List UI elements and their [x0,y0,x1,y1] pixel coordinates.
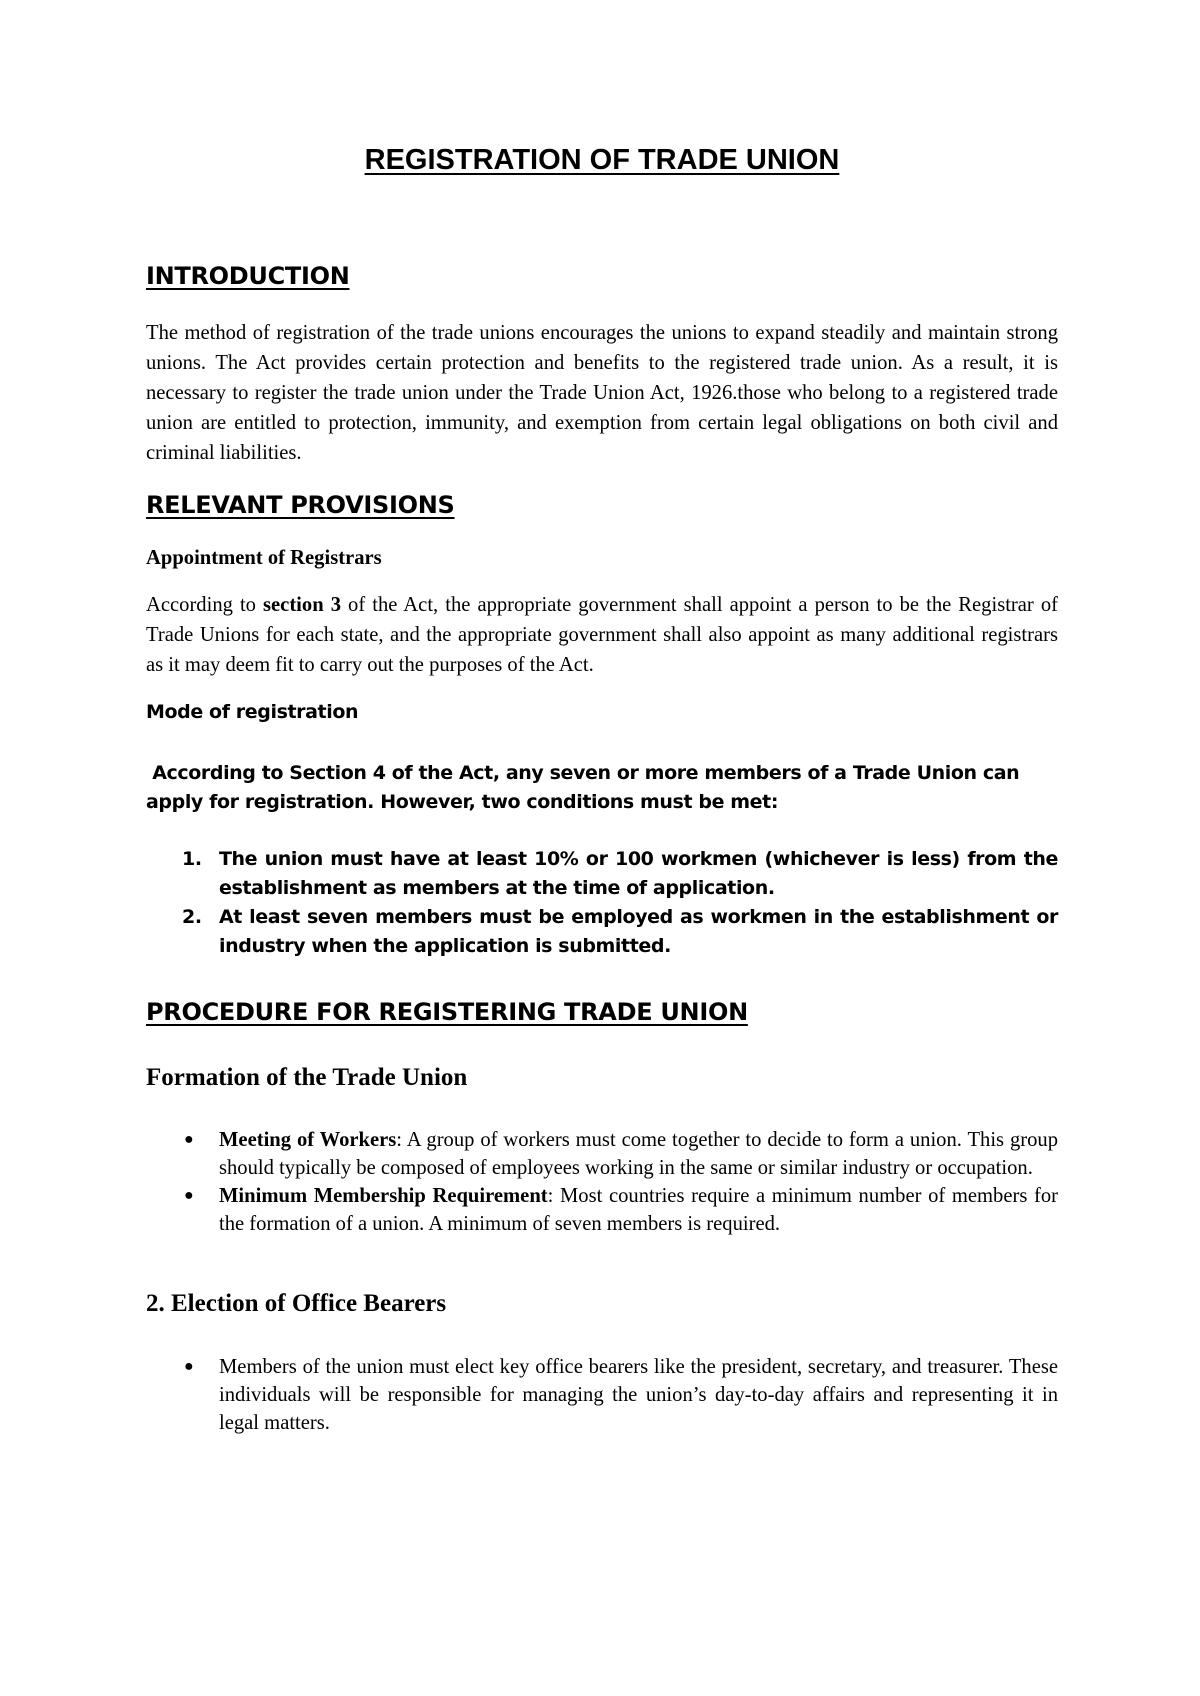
bullet-icon: ● [184,1131,194,1148]
list-item [146,903,1058,961]
list-item-label: Meeting of Workers [219,1129,397,1151]
procedure-heading: PROCEDURE FOR REGISTERING TRADE UNION [146,998,748,1026]
introduction-heading: INTRODUCTION [146,262,350,290]
appointment-paragraph [146,590,1058,680]
list-item-text: The union must have at least 10% or 100 workmen (whichever is less) from the establishment as members at the time of application. [219,848,1058,899]
list-item [146,1126,1058,1182]
relevant-provisions-heading: RELEVANT PROVISIONS [146,491,455,519]
formation-heading: Formation of the Trade Union [146,1064,468,1091]
document-title: REGISTRATION OF TRADE UNION [364,144,840,176]
election-heading: 2. Election of Office Bearers [146,1290,447,1317]
election-bullet-list [146,1353,1058,1437]
section-3-reference: section 3 [263,594,341,616]
mode-paragraph [146,759,1058,817]
list-item-label: Minimum Membership Requirement [219,1185,548,1207]
registration-conditions-list [146,845,1058,961]
bullet-icon: ● [184,1358,194,1375]
appointment-of-registrars-heading: Appointment of Registrars [146,547,382,569]
mode-text-after: of the Act, any seven or more members of a Trade Union can apply for registration. However, two conditions must be met: [146,762,1020,813]
list-number: 1. [182,848,202,870]
introduction-paragraph: The method of registration of the trade unions encourages the unions to expand steadily and maintain strong unions. The Act provides certain protection and benefits to the registered trade union. As a result, it is necessary to register the trade union under the Trade Union Act, 1926.those who belong to a registered trade union are entitled to protection, immunity, and exemption from certain legal obligations on both civil and criminal liabilities. [146,322,1058,464]
appointment-text-before: According to [146,594,264,616]
section-4-reference: Section 4 [289,762,386,784]
list-item [146,1182,1058,1238]
list-item-text: : Most countries require a minimum number of members for the formation of a union. A minimum of seven members is required. [219,1185,1058,1235]
list-item-text: At least seven members must be employed as workmen in the establishment or industry when the application is submitted. [219,906,1058,957]
list-item-text: Members of the union must elect key office bearers like the president, secretary, and treasurer. These individuals will be responsible for managing the union’s day-to-day affairs and representing it in legal matters. [219,1356,1058,1434]
list-item-text: : A group of workers must come together to decide to form a union. This group should typically be composed of employees working in the same or similar industry or occupation. [219,1129,1058,1179]
list-number: 2. [182,906,202,928]
list-item [146,845,1058,903]
mode-text-before: According to [152,762,290,784]
mode-of-registration-heading: Mode of registration [146,701,359,723]
bullet-icon: ● [184,1187,194,1204]
formation-bullet-list [146,1126,1058,1238]
list-item [146,1353,1058,1437]
appointment-text-after: of the Act, the appropriate government shall appoint a person to be the Registrar of Trade Unions for each state, and the appropriate government shall also appoint as many additional registrars as it may deem fit to carry out the purposes of the Act. [146,594,1058,676]
